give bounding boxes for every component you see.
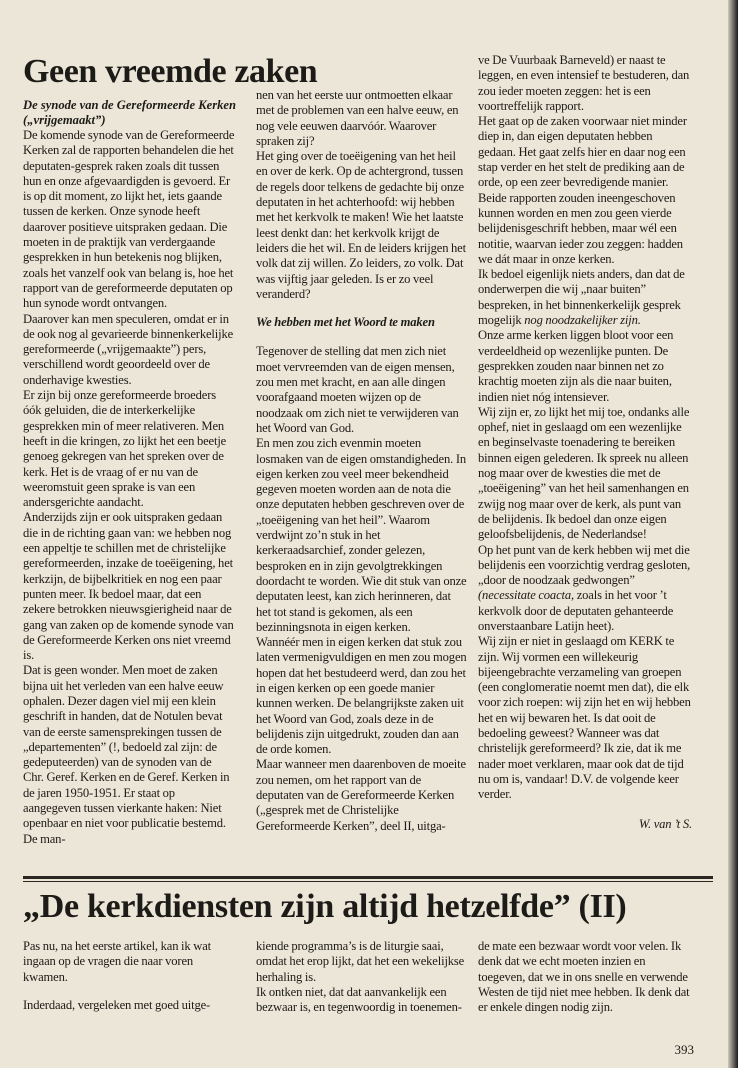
paragraph: Pas nu, na het eerste artikel, kan ik wat ingaan op de vragen die naar voren kwamen.: [23, 939, 211, 984]
paragraph: Maar wanneer men daarenboven de moeite zou nemen, om het rapport van de deputaten van de Gereformeerde Kerken („gesprek met de Christelijke Gereformeerde Kerken”, deel II, uitga-: [256, 757, 466, 833]
paragraph: Wannéér men in eigen kerken dat stuk zou laten vermenigvuldigen en men zou mogen hopen dat het bestudeerd werd, dan zou het in eigen kerken op een goede manier kunnen werken. De belangrijkste zaken uit het Woord van God, zoals deze in de belijdenis zijn uitgedrukt, zouden dan aan de orde komen.: [256, 635, 467, 757]
paragraph: Op het punt van de kerk hebben wij met die belijdenis een voorzichtig verdrag gesloten, „door de noodzaak gedwongen” (necessitate coacta, zoals in het voor ’t kerkvolk door de deputaten gehanteerde onverstaanbare Latijn heet).: [478, 542, 691, 633]
paragraph: Anderzijds zijn er ook uitspraken gedaan die in de richting gaan van: we hebben nog een appeltje te schillen met de christelijke gereformeerden, inzake de toeëigening, het kerkzijn, de bijbelkritiek en nog een paar punten meer. Ik bedoel maar, dat een zekere betrokken nieuwsgierigheid naar de gang van zaken op de komende synode van de Gereformeerde Kerken ons niet vreemd is.: [23, 510, 234, 663]
paragraph: Er zijn bij onze gereformeerde broeders óók geluiden, die de interkerkelijke gesprekken min of meer relativeren. Men heeft in die kringen, zo lijkt het een beetje genoeg gekregen van het spreken over de kerk. Het is de vraag of er nu van de weeromstuit geen sprake is van een andersgerichte aandacht.: [23, 388, 227, 510]
paragraph: Ik bedoel eigenlijk niets anders, dan dat de onderwerpen die wij „naar buiten” bespreken, in het binnenkerkelijk gesprek mogelijk nog noodzakelijker zijn.: [478, 267, 685, 328]
article-column-1: [23, 128, 235, 847]
second-article-column-1: [23, 939, 235, 1013]
paragraph: Onze arme kerken liggen bloot voor een verdeeldheid op wezenlijke punten. De gesprekken zouden naar binnen net zo krachtig moeten zijn als die naar buiten, indien niet nóg intensiever.: [478, 328, 674, 404]
author-signature: W. van ’t S.: [638, 816, 692, 831]
paragraph: kiende programma’s is de liturgie saai, omdat het erop lijkt, dat het een wekelijkse herhaling is.: [256, 939, 465, 984]
paragraph: Wij zijn er niet in geslaagd om KERK te zijn. Wij vormen een willekeurig bijeengebrachte verzameling van groepen (een conglomeratie noemt men dat), die elk voor zich roepen: wij zijn het en wij hebben het en wij bewaren het. Is dat ooit de bedoeling geweest? Wanneer was dat christelijk gereformeerd? Ik zie, dat ik me nader moet verklaren, maar ook dat de tijd nu om is, vandaar! D.V. de volgende keer verder.: [478, 634, 691, 802]
paragraph: Dat is geen wonder. Men moet de zaken bijna uit het verleden van een halve eeuw ophalen. Dezer dagen viel mij een klein geschrift in handen, dat de Notulen bevat van de eerste samensprekingen tussen de „departementen” (!, bedoeld zal zijn: de gedeputeerden) van de synoden van de Chr. Geref. Kerken en de Geref. Kerken in de jaren 1950-1951. Er staat op aangegeven tussen vierkante haken: Niet openbaar en niet voor publicatie bestemd. De man-: [23, 663, 230, 846]
second-article-title: „De kerkdiensten zijn altijd hetzelfde” (II): [23, 888, 627, 925]
article-column-3: [478, 53, 692, 832]
section-divider-thin: [23, 881, 713, 882]
page-number: 393: [674, 1042, 694, 1057]
paragraph: Het gaat op de zaken voorwaar niet minder diep in, dan eigen deputaten hebben gedaan. Het gaat zelfs hier en daar nog een stap verder en het stelt de prediking aan de orde, op een zeer bevredigende manier. Beide rapporten zouden ineengeschoven kunnen worden en men zou geen vierde belijdenisgeschrift hebben, maar wél een notitie, waarvan ieder zou zeggen: hadden we dát maar in onze kerken.: [478, 114, 687, 266]
paragraph: Het ging over de toeëigening van het heil en over de kerk. Op de achtergrond, tussen de regels door telkens de gedachte bij onze deputaten in het achterhoofd: wij hebben met het kerkvolk te maken! Wie het laatste leest denkt dan: het kerkvolk krijgt de leiders die het wil. En de leiders krijgen het volk dat zij willen. Zo leiders, zo volk. Dat was vijftig jaar geleden. Is er zo veel veranderd?: [256, 149, 466, 301]
paragraph: Wij zijn er, zo lijkt het mij toe, ondanks alle ophef, niet in geslaagd om een wezenlijke en beginselvaste toenadering te bereiken binnen eigen gelederen. Ik spreek nu alleen nog maar over de kwesties die met de „toeëigening” van het heil samenhangen en zwijg nog maar over de kerk, als punt van de belijdenis. Ik bedoel dan onze eigen geloofsbelijdenis, de Nederlandse!: [478, 404, 690, 542]
paragraph: Tegenover de stelling dat men zich niet moet vervreemden van de eigen mensen, zou men met kracht, en aan alle dingen voorafgaand moeten wijzen op de noodzaak om zich niet te verwijderen van het Woord van God.: [256, 344, 459, 435]
paragraph: De komende synode van de Gereformeerde Kerken zal de rapporten behandelen die het deputaten-gesprek raken zoals dit tussen hun en onze afgevaardigden is gevoerd. Er is op dit moment, zo lijkt het, iets gaande tussen de kerken. Onze synode heeft daarover positieve uitspraken gedaan. Die moeten in de praktijk van verdergaande gesprekken in hun betekenis nog blijken, zoals het vanzelf ook van belang is, hoe het rapport van de gereformeerde deputaten op hun synode wordt ontvangen.: [23, 128, 235, 311]
article-subtitle: De synode van de Gereformeerde Kerken („vrijgemaakt”): [23, 98, 236, 128]
section-divider: [23, 876, 713, 879]
article-column-2: [256, 88, 467, 834]
paragraph: nen van het eerste uur ontmoetten elkaar met de problemen van een halve eeuw, en nog vele eeuwen daarvóór. Waarover spraken zij?: [256, 88, 459, 148]
page-edge: [728, 0, 738, 1068]
second-article-column-2: [256, 939, 467, 1015]
paragraph: Daarover kan men speculeren, omdat er in de ook nog al gevarieerde binnenkerkelijke gereformeerde („vrijgemaakte”) pers, verschillend wordt geoordeeld over de onderhavige kwesties.: [23, 311, 234, 387]
second-article-column-3: [478, 939, 692, 1015]
article-title: Geen vreemde zaken: [23, 53, 318, 90]
paragraph: ve De Vuurbaak Barneveld) er naast te leggen, en even intensief te bestuderen, dan zou ieder moeten zeggen: het is een voortreffelijk rapport.: [478, 53, 690, 113]
paragraph: de mate een bezwaar wordt voor velen. Ik denk dat we echt moeten inzien en toegeven, dat we in ons snelle en verwende Westen de tijd niet mee hebben. Ik denk dat er enkele dingen nodig zijn.: [478, 939, 690, 1015]
paragraph: Ik ontken niet, dat dat aanvankelijk een bezwaar is, en tegenwoordig in toenemen-: [256, 984, 462, 1015]
paragraph: Inderdaad, vergeleken met goed uitge-: [23, 997, 211, 1012]
section-heading: We hebben met het Woord te maken: [256, 315, 435, 330]
paragraph: En men zou zich evenmin moeten losmaken van de eigen omstandigheden. In eigen kerken zou veel meer bekendheid gegeven moeten worden aan de nota die onze deputaten hebben geschreven over de „toeëigening van het heil”. Waarom verdwijnt zo’n stuk in het kerkeraadsarchief, zonder gelezen, besproken en in zijn gevolgtrekkingen doordacht te worden. Wie dit stuk van onze deputaten leest, kan zich herinneren, dat het tot stand is gekomen, als een bezinningsnota in eigen kerken.: [256, 436, 467, 634]
